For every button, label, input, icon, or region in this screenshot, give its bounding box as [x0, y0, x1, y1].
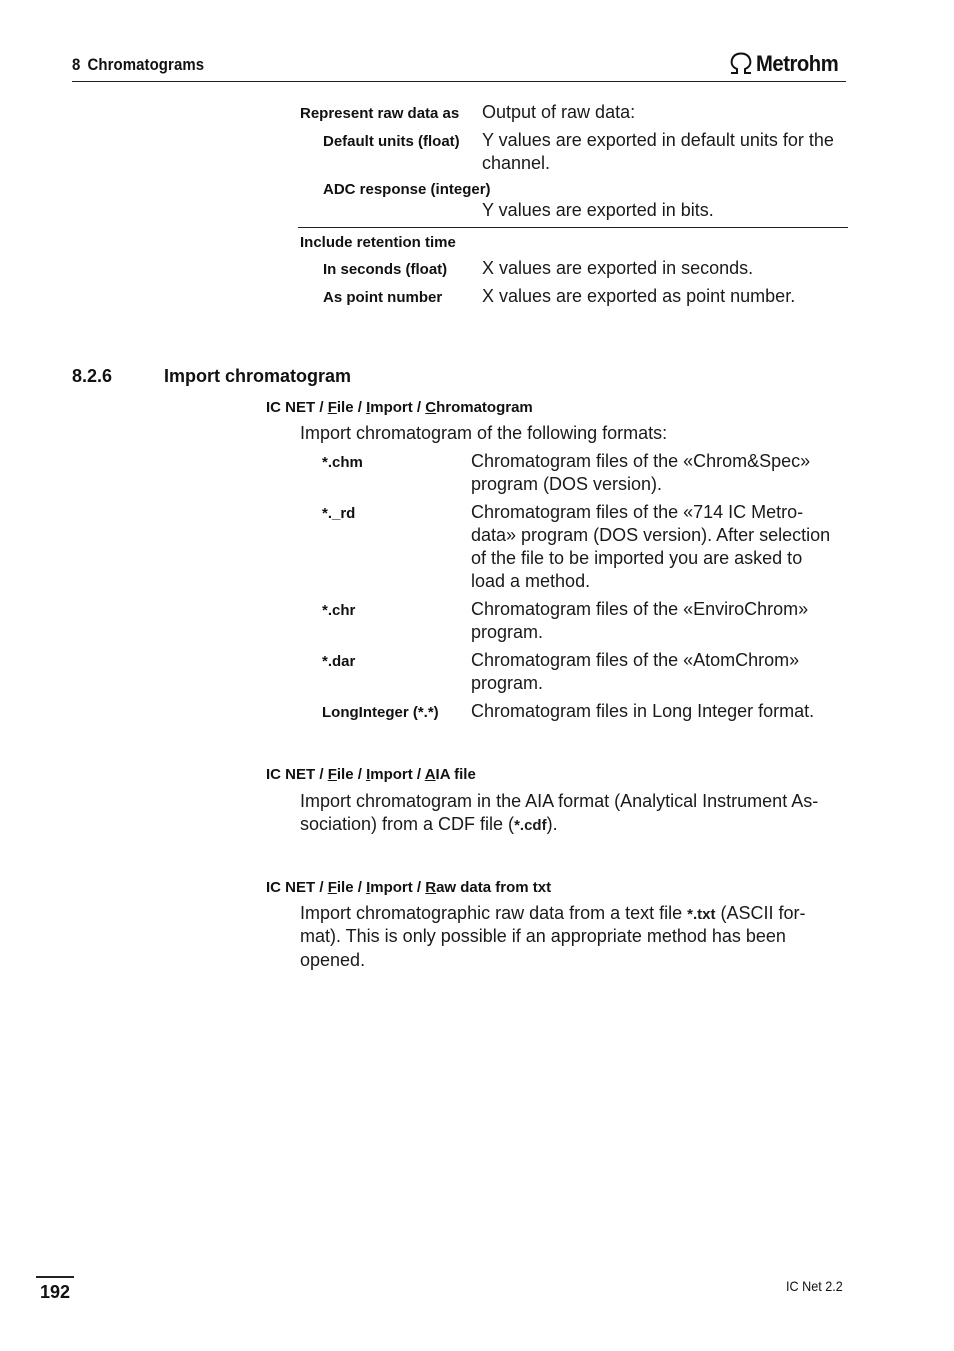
format-ext: *.chm	[322, 454, 363, 471]
format-desc-line: Chromatogram files of the «EnviroChrom»	[471, 599, 809, 619]
chapter-title: Chromatograms	[87, 55, 205, 74]
menu-import-accel: I	[366, 399, 371, 416]
format-desc-line: Chromatogram files of the «AtomChrom»	[471, 650, 800, 670]
menu-separator: /	[315, 879, 328, 896]
header-rule	[72, 81, 846, 82]
default-units-label: Default units (float)	[323, 133, 460, 150]
raw-text-2: mat). This is only possible if an appropriate method has been	[300, 926, 786, 946]
represent-raw-data-label: Represent raw data as	[300, 105, 460, 122]
menu-item-aia-file: IA file	[435, 766, 476, 783]
menu-import: mport	[370, 399, 413, 416]
menu-separator: /	[315, 399, 328, 416]
format-ext: *.chr	[322, 602, 356, 619]
format-ext: LongInteger (*.*)	[322, 704, 439, 721]
format-desc-line: data» program (DOS version). After selection	[471, 525, 831, 545]
raw-text-1	[300, 902, 806, 926]
adc-response-text: Y values are exported in bits.	[482, 200, 714, 220]
menu-item-raw-data: aw data from txt	[436, 879, 552, 896]
format-desc-line: of the file to be imported you are asked to	[471, 548, 803, 568]
menu-import: mport	[370, 766, 413, 783]
menu-import-accel: I	[366, 766, 371, 783]
include-retention-label: Include retention time	[300, 234, 456, 251]
aia-text-2a: sociation) from a CDF file (	[300, 814, 515, 834]
option-divider	[298, 227, 848, 228]
menu-separator: /	[412, 399, 426, 416]
chapter-number: 8	[72, 55, 81, 74]
adc-response-label: ADC response (integer)	[323, 181, 491, 198]
txt-extension: *.txt	[687, 906, 716, 923]
menu-path-chromatogram	[266, 399, 533, 416]
menu-separator: /	[353, 766, 367, 783]
menu-import-accel: I	[366, 879, 371, 896]
menu-item-accel: C	[425, 399, 437, 416]
menu-item-accel: R	[425, 879, 437, 896]
format-ext: *._rd	[322, 505, 356, 522]
chapter-header	[72, 55, 204, 75]
default-units-text-2: channel.	[482, 153, 551, 173]
in-seconds-text: X values are exported in seconds.	[482, 258, 754, 278]
menu-path-raw-data	[266, 879, 551, 896]
menu-root: IC NET	[266, 766, 316, 783]
menu-file-accel: F	[327, 399, 337, 416]
menu-root: IC NET	[266, 879, 316, 896]
menu-separator: /	[353, 399, 367, 416]
aia-text-2b: ).	[546, 814, 558, 834]
product-name: IC Net 2.2	[786, 1278, 843, 1294]
menu-separator: /	[412, 766, 425, 783]
menu-file: ile	[336, 399, 354, 416]
raw-text-3: opened.	[300, 950, 366, 970]
format-desc-line: Chromatogram files in Long Integer format.	[471, 701, 815, 721]
format-desc-line: program.	[471, 673, 544, 693]
format-desc-line: program (DOS version).	[471, 474, 663, 494]
format-ext: *.dar	[322, 653, 356, 670]
menu-item-chromatogram: hromatogram	[436, 399, 533, 416]
omega-icon	[728, 52, 754, 76]
aia-text-2	[300, 813, 558, 837]
page-number: 192	[36, 1276, 74, 1303]
section-number: 8.2.6	[72, 366, 113, 386]
format-desc-line: program.	[471, 622, 544, 642]
default-units-text-1: Y values are exported in default units for the	[482, 130, 834, 150]
represent-raw-data-text: Output of raw data:	[482, 102, 636, 122]
format-desc-line: load a method.	[471, 571, 591, 591]
section-heading	[72, 366, 351, 387]
menu-separator: /	[353, 879, 367, 896]
import-intro-text: Import chromatogram of the following formats:	[300, 423, 668, 443]
menu-path-aia	[266, 766, 476, 783]
logo-text: Metrohm	[756, 51, 839, 76]
raw-text-1b: (ASCII for-	[715, 903, 806, 923]
menu-file-accel: F	[327, 879, 337, 896]
menu-separator: /	[412, 879, 426, 896]
menu-import: mport	[370, 879, 413, 896]
menu-file: ile	[336, 766, 354, 783]
menu-root: IC NET	[266, 399, 316, 416]
in-seconds-label: In seconds (float)	[323, 261, 448, 278]
format-desc-line: Chromatogram files of the «Chrom&Spec»	[471, 451, 811, 471]
as-point-number-text: X values are exported as point number.	[482, 286, 796, 306]
menu-file-accel: F	[327, 766, 337, 783]
aia-text-1: Import chromatogram in the AIA format (Analytical Instrument As-	[300, 791, 819, 811]
section-title: Import chromatogram	[164, 366, 352, 386]
menu-separator: /	[315, 766, 328, 783]
as-point-number-label: As point number	[323, 289, 443, 306]
menu-file: ile	[336, 879, 354, 896]
raw-text-1a: Import chromatographic raw data from a text file	[300, 903, 688, 923]
cdf-extension: *.cdf	[514, 817, 547, 834]
menu-item-accel: A	[424, 766, 436, 783]
metrohm-logo	[728, 50, 845, 78]
format-desc-line: Chromatogram files of the «714 IC Metro-	[471, 502, 804, 522]
